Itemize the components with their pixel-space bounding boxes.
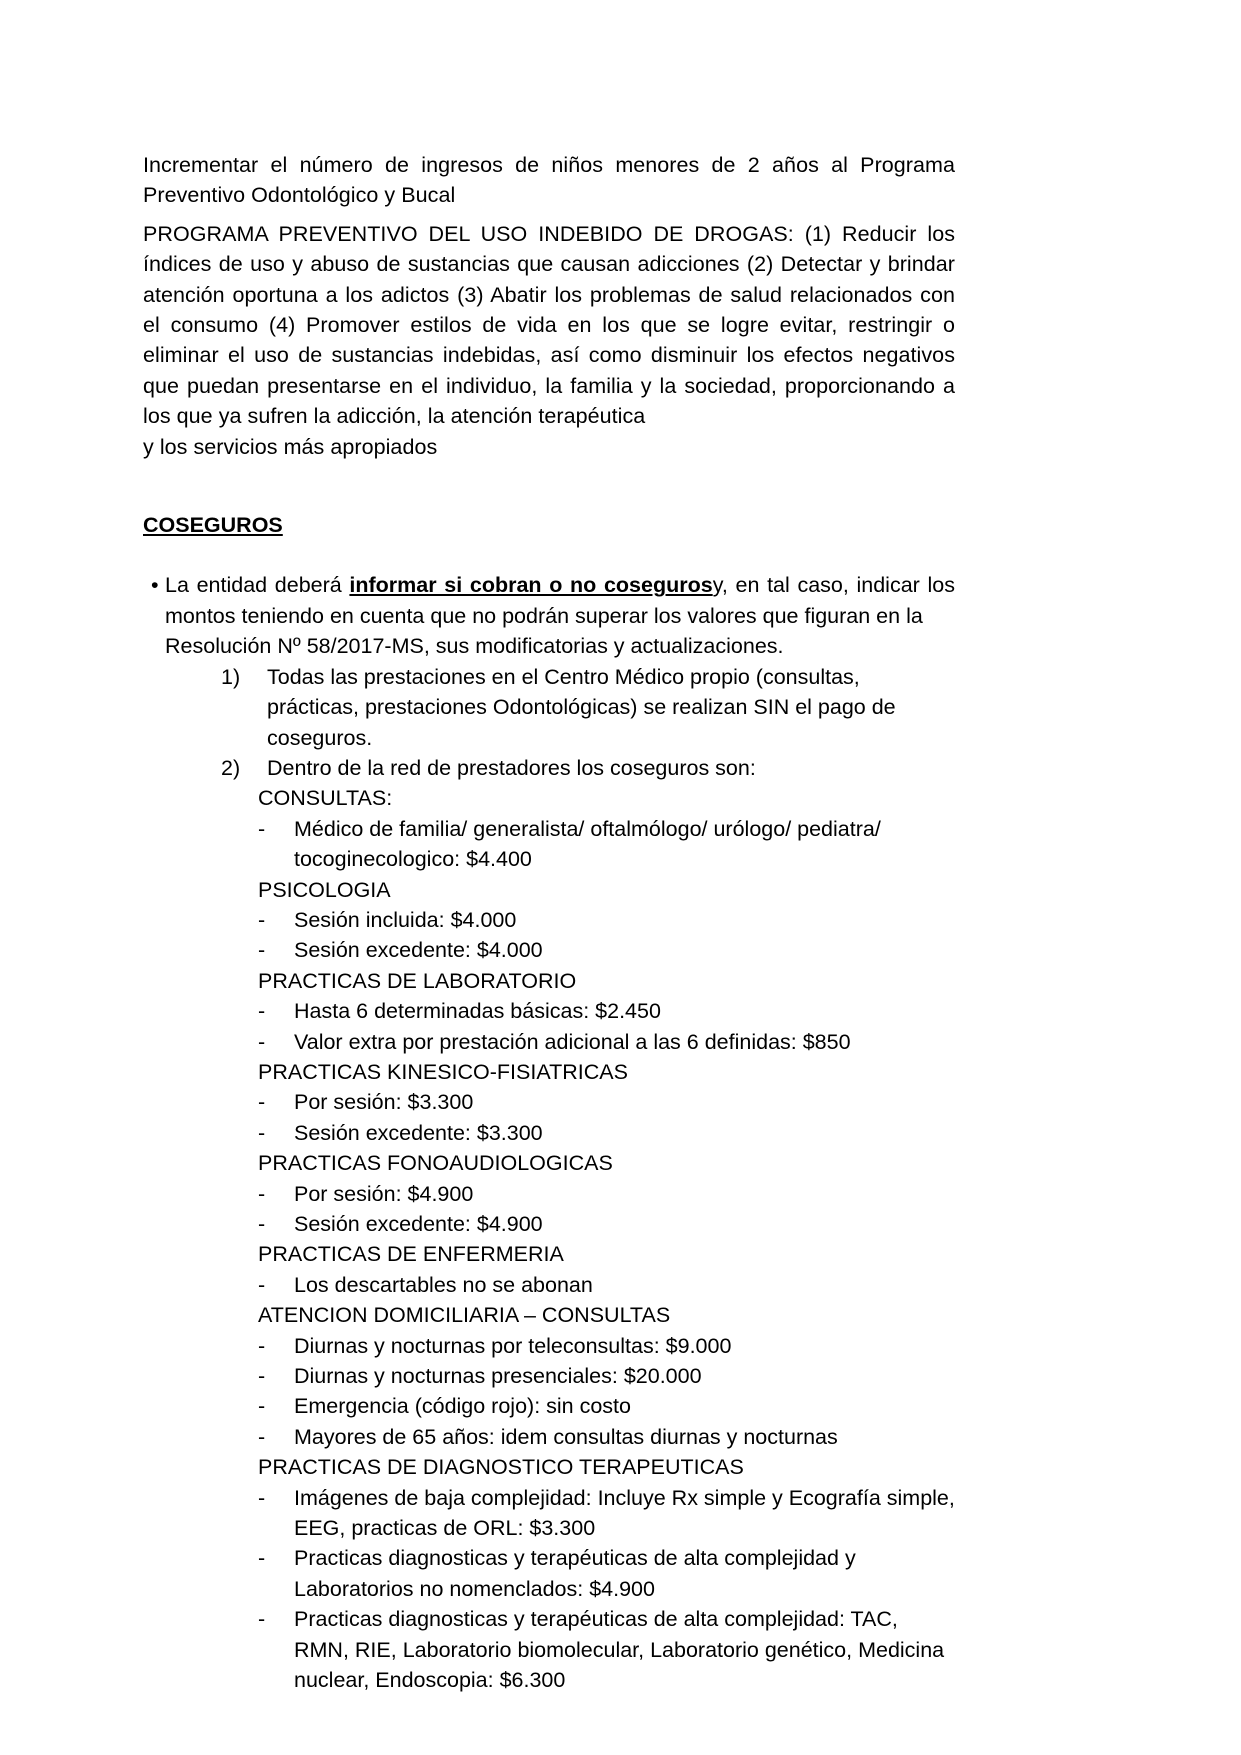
detail-item-text: Hasta 6 determinadas básicas: $2.450 bbox=[294, 999, 661, 1024]
category-heading: PRACTICAS DE LABORATORIO bbox=[258, 968, 577, 993]
detail-item-text: Practicas diagnosticas y terapéuticas de alta complejidad: TAC, RMN, RIE, Laboratorio biomolecular, Laboratorio genético, Medicina nuclear, Endoscopia: $6.300 bbox=[294, 1607, 945, 1693]
detail-item bbox=[258, 1027, 955, 1057]
detail-item-text: Emergencia (código rojo): sin costo bbox=[294, 1394, 631, 1419]
detail-item-text: Médico de familia/ generalista/ oftalmólogo/ urólogo/ pediatra/ tocoginecologico: $4.400 bbox=[294, 816, 881, 872]
drugs-program-paragraph: PROGRAMA PREVENTIVO DEL USO INDEBIDO DE DROGAS: (1) Reducir los índices de uso y abuso de sustancias que causan adicciones (2) Detectar y brindar atención oportuna a los adictos (3) Abatir los problemas de salud relacionados con el consumo (4) Promover estilos de vida en los que se logre evitar, restringir o eliminar el uso de sustancias indebidas, así como disminuir los efectos negativos que puedan presentarse en el individuo, la familia y la sociedad, proporcionando a los que ya sufren la adicción, la atención terapéutica bbox=[143, 221, 955, 429]
detail-item bbox=[258, 1331, 955, 1361]
dash-icon: - bbox=[258, 1546, 266, 1571]
detail-item bbox=[258, 1179, 955, 1209]
dash-icon: - bbox=[258, 1272, 266, 1297]
page-title: COSEGUROS bbox=[143, 513, 283, 538]
coseguros-detail-list bbox=[258, 783, 955, 1695]
bullet-text-after: y, en tal caso, indicar los montos teniendo en cuenta que no podrán superar los valores que figuran en la bbox=[165, 573, 955, 628]
list-item bbox=[221, 662, 955, 753]
list-item-text: Dentro de la red de prestadores los coseguros son: bbox=[267, 755, 756, 780]
detail-item-text: Sesión excedente: $3.300 bbox=[294, 1120, 543, 1145]
dash-icon: - bbox=[258, 938, 266, 963]
detail-item-text: Mayores de 65 años: idem consultas diurnas y nocturnas bbox=[294, 1424, 838, 1449]
dash-icon: - bbox=[258, 1485, 266, 1510]
detail-item-text: Diurnas y nocturnas presenciales: $20.000 bbox=[294, 1364, 702, 1389]
category-heading: PRACTICAS DE DIAGNOSTICO TERAPEUTICAS bbox=[258, 1455, 744, 1480]
list-item-marker: 1) bbox=[221, 664, 241, 689]
list-item bbox=[221, 753, 955, 783]
category-heading: PRACTICAS DE ENFERMERIA bbox=[258, 1242, 564, 1267]
detail-item-text: Por sesión: $3.300 bbox=[294, 1090, 474, 1115]
drugs-program-paragraph-tail: y los servicios más apropiados bbox=[143, 434, 438, 459]
detail-item bbox=[258, 905, 955, 935]
dash-icon: - bbox=[258, 1120, 266, 1145]
dash-icon: - bbox=[258, 907, 266, 932]
detail-item-text: Los descartables no se abonan bbox=[294, 1272, 593, 1297]
detail-item bbox=[258, 1270, 955, 1300]
intro-paragraph: Incrementar el número de ingresos de niños menores de 2 años al Programa Preventivo Odontológico y Bucal bbox=[143, 153, 955, 208]
detail-item bbox=[258, 996, 955, 1026]
detail-item bbox=[258, 814, 955, 875]
category-heading: ATENCION DOMICILIARIA – CONSULTAS bbox=[258, 1303, 671, 1328]
detail-item bbox=[258, 1391, 955, 1421]
detail-item-text: Practicas diagnosticas y terapéuticas de alta complejidad y Laboratorios no nomenclados: $4.900 bbox=[294, 1546, 856, 1601]
coseguros-bullet bbox=[143, 570, 955, 661]
list-item-marker: 2) bbox=[221, 755, 241, 780]
dash-icon: - bbox=[258, 1029, 266, 1054]
detail-item bbox=[258, 1118, 955, 1148]
detail-item bbox=[258, 935, 955, 965]
spacer bbox=[143, 540, 955, 570]
coseguros-bullet-text bbox=[165, 570, 955, 661]
detail-item bbox=[258, 1543, 955, 1604]
detail-item-text: Diurnas y nocturnas por teleconsultas: $9.000 bbox=[294, 1333, 732, 1358]
category-heading: CONSULTAS: bbox=[258, 786, 393, 811]
detail-item bbox=[258, 1209, 955, 1239]
detail-item bbox=[258, 1087, 955, 1117]
dash-icon: - bbox=[258, 1333, 266, 1358]
category-heading: PSICOLOGIA bbox=[258, 877, 391, 902]
dash-icon: - bbox=[258, 816, 266, 841]
detail-item-text: Sesión excedente: $4.000 bbox=[294, 938, 543, 963]
numbered-list bbox=[221, 662, 955, 784]
category-heading: PRACTICAS FONOAUDIOLOGICAS bbox=[258, 1151, 613, 1176]
dash-icon: - bbox=[258, 1212, 266, 1236]
dash-icon: - bbox=[258, 1607, 266, 1632]
detail-item-text: Sesión excedente: $4.900 bbox=[294, 1212, 543, 1236]
detail-item bbox=[258, 1604, 955, 1695]
dash-icon: - bbox=[258, 1090, 266, 1115]
detail-item-text: Valor extra por prestación adicional a las 6 definidas: $850 bbox=[294, 1029, 851, 1054]
detail-item-text: Imágenes de baja complejidad: Incluye Rx simple y Ecografía simple, EEG, practicas de ORL: $3.300 bbox=[294, 1485, 955, 1541]
bullet-text-tail: Resolución Nº 58/2017-MS, sus modificatorias y actualizaciones. bbox=[165, 634, 784, 659]
detail-item bbox=[258, 1483, 955, 1544]
detail-item-text: Sesión incluida: $4.000 bbox=[294, 907, 517, 932]
spacer bbox=[143, 462, 955, 510]
detail-item bbox=[258, 1361, 955, 1391]
dash-icon: - bbox=[258, 1181, 266, 1206]
bullet-icon: • bbox=[151, 573, 159, 598]
bullet-emphasis: informar si cobran o no coseguros bbox=[349, 573, 713, 598]
dash-icon: - bbox=[258, 999, 266, 1024]
bullet-text-before: La entidad deberá bbox=[165, 573, 350, 598]
list-item-text: Todas las prestaciones en el Centro Médico propio (consultas, prácticas, prestaciones Odontológicas) se realizan SIN el pago de coseguros. bbox=[267, 664, 896, 750]
document-body bbox=[143, 150, 955, 1696]
detail-item-text: Por sesión: $4.900 bbox=[294, 1181, 474, 1206]
dash-icon: - bbox=[258, 1364, 266, 1389]
category-heading: PRACTICAS KINESICO-FISIATRICAS bbox=[258, 1059, 628, 1084]
detail-item bbox=[258, 1422, 955, 1452]
dash-icon: - bbox=[258, 1424, 266, 1449]
dash-icon: - bbox=[258, 1394, 266, 1419]
spacer bbox=[143, 211, 955, 219]
